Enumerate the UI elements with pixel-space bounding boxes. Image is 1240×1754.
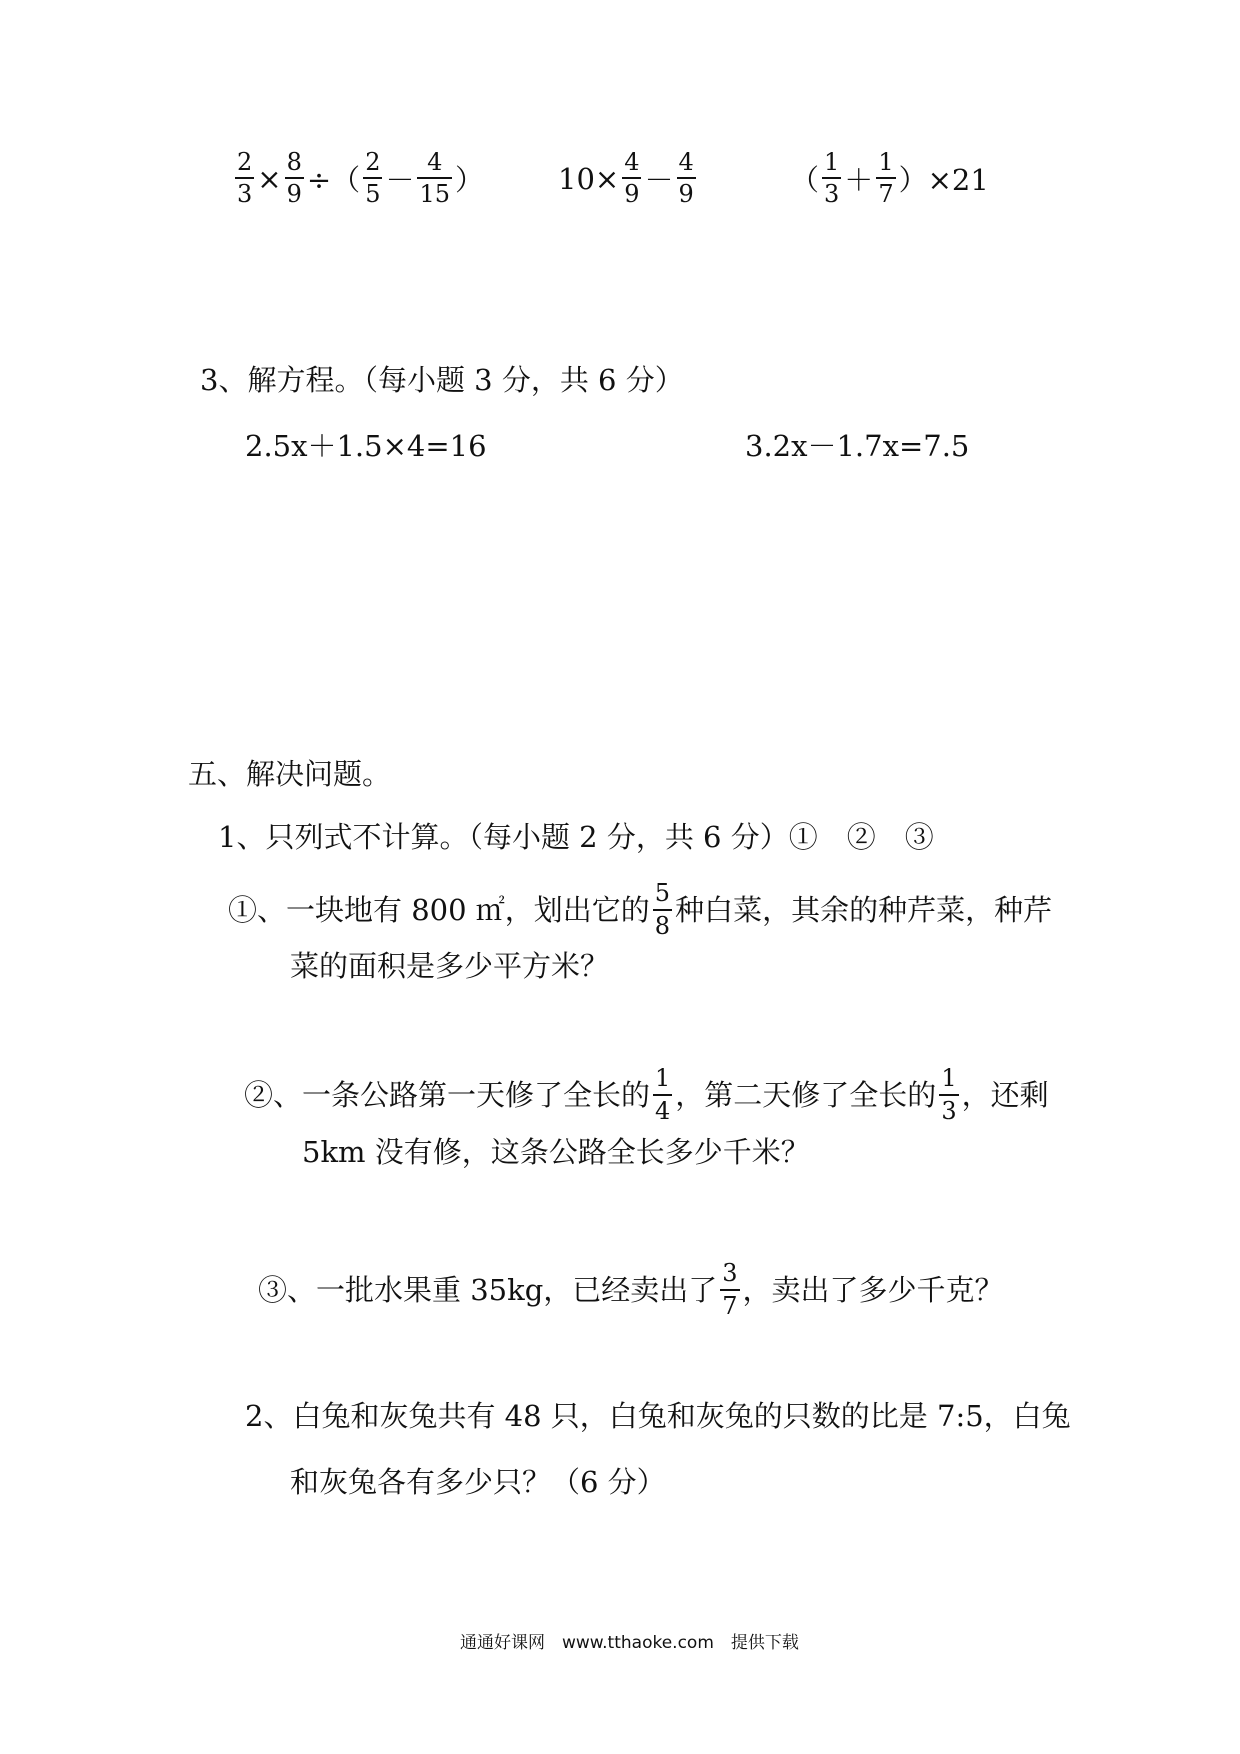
equation-1: 2.5x＋1.5×4=16 bbox=[245, 429, 487, 463]
calc-expression-1 bbox=[232, 150, 484, 207]
fraction: $\frac{4}{9}$ bbox=[678, 148, 694, 209]
question-2-line-2: 和灰兔各有多少只？（6 分） bbox=[290, 1465, 666, 1499]
question-1b-line-1: ②、一条公路第一天修了全长的 $\frac{1}{4}$ ，第二天修了全长的 $\frac{1}{3}$ ，还剩 bbox=[244, 1064, 1049, 1125]
operator: － bbox=[385, 163, 415, 198]
fraction: $\frac{4}{15}$ bbox=[419, 148, 451, 209]
operator: ＋ bbox=[844, 163, 874, 198]
footer-text: 通通好课网 www.tthaoke.com 提供下载 bbox=[460, 1633, 799, 1653]
operator: ） bbox=[455, 163, 485, 198]
fraction: $\frac{3}{7}$ bbox=[722, 1259, 738, 1320]
operator: 10× bbox=[558, 161, 620, 196]
operator: ）×21 bbox=[898, 163, 989, 198]
fraction: $\frac{8}{9}$ bbox=[286, 148, 302, 209]
question-2-line-1: 2、白兔和灰兔共有 48 只，白兔和灰兔的只数的比是 7:5，白兔 bbox=[245, 1399, 1071, 1433]
fraction: $\frac{1}{4}$ bbox=[655, 1064, 671, 1125]
fraction: $\frac{4}{9}$ bbox=[624, 148, 640, 209]
equation-2: 3.2x－1.7x=7.5 bbox=[745, 429, 970, 463]
fraction: $\frac{5}{8}$ bbox=[654, 879, 671, 940]
operator: － bbox=[644, 163, 674, 198]
question-1c: ③、一批水果重 35kg，已经卖出了 $\frac{3}{7}$ ，卖出了多少千克？ bbox=[258, 1259, 1004, 1320]
section-heading: 五、解决问题。 bbox=[188, 757, 392, 791]
question-1a-line-2: 菜的面积是多少平方米？ bbox=[290, 949, 610, 983]
calc-expression-3 bbox=[790, 150, 989, 207]
question-1-heading: 1、只列式不计算。（每小题 2 分，共 6 分）① ② ③ bbox=[218, 820, 934, 854]
question-1b-line-2: 5km 没有修，这条公路全长多少千米？ bbox=[302, 1135, 810, 1169]
question-1a-line-1: ①、一块地有 800 ㎡，划出它的 $\frac{5}{8}$ 种白菜，其余的种芹菜，种芹 bbox=[228, 879, 1053, 940]
calc-expression-2 bbox=[558, 150, 699, 207]
fraction: $\frac{2}{3}$ bbox=[237, 148, 253, 209]
fraction: $\frac{1}{7}$ bbox=[878, 148, 894, 209]
fraction: $\frac{1}{3}$ bbox=[824, 148, 840, 209]
fraction: $\frac{2}{5}$ bbox=[365, 148, 381, 209]
fraction: $\frac{1}{3}$ bbox=[941, 1064, 957, 1125]
operator: ÷（ bbox=[306, 163, 361, 198]
operator: （ bbox=[790, 163, 820, 198]
operator: × bbox=[257, 161, 282, 196]
equations-heading: 3、解方程。（每小题 3 分，共 6 分） bbox=[200, 363, 684, 397]
